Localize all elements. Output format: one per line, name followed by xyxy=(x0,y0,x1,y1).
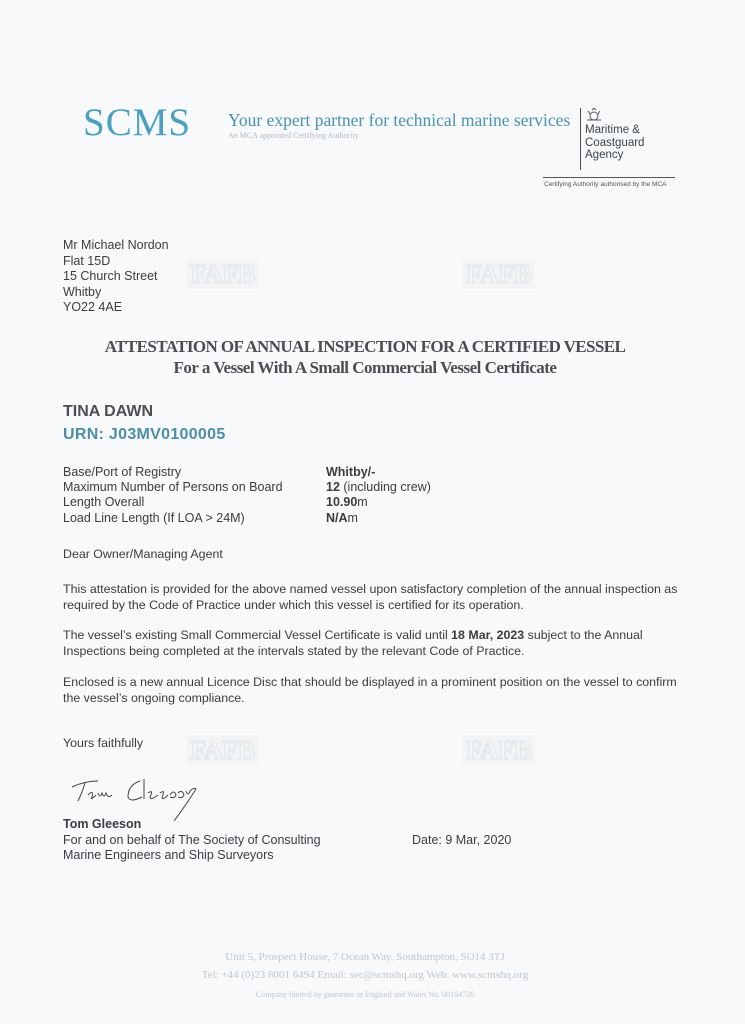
paragraph-validity: The vessel’s existing Small Commercial Vessel Certificate is valid until 18 Mar, 2023 subject to the Annual Inspections being completed at the intervals stated by the relevant Code of Practice. xyxy=(63,628,643,658)
paragraph-attestation: This attestation is provided for the above named vessel upon satisfactory completion of the annual inspection as required by the Code of Practice under which this vessel is certified for its operation. xyxy=(63,582,678,612)
detail-row xyxy=(63,480,431,495)
signatory-org-line: Marine Engineers and Ship Surveyors xyxy=(63,848,274,862)
paragraph-licence-disc: Enclosed is a new annual Licence Disc that should be displayed in a prominent position on the vessel to confirm the vessel’s ongoing compliance. xyxy=(63,675,677,705)
detail-value: Whitby/- xyxy=(326,465,376,479)
closing: Yours faithfully xyxy=(63,736,144,750)
detail-label: Base/Port of Registry xyxy=(63,465,182,479)
validity-date: 18 Mar, 2023 xyxy=(451,628,525,642)
detail-row xyxy=(63,465,431,480)
signatory-block xyxy=(63,817,321,864)
mca-divider xyxy=(543,177,675,178)
royal-crest-icon xyxy=(585,108,644,124)
detail-label: Length Overall xyxy=(63,495,145,510)
mca-logo xyxy=(580,108,644,170)
vessel-urn: URN: J03MV0100005 xyxy=(63,426,226,443)
footer-address: Unit 5, Prospect House, 7 Ocean Way, Southampton, SO14 3TJ xyxy=(225,951,505,963)
signatory-name: Tom Gleeson xyxy=(63,817,142,831)
address-line: Whitby xyxy=(63,284,102,299)
detail-label: Load Line Length (If LOA > 24M) xyxy=(63,510,245,525)
subtagline: An MCA appointed Certifying Authority xyxy=(228,131,359,140)
detail-value: N/Am xyxy=(326,510,358,525)
detail-value: 10.90m xyxy=(326,495,368,510)
watermark: FAFB xyxy=(462,735,535,765)
agency-name-line-3: Agency xyxy=(585,149,624,161)
footer-contact: Tel: +44 (0)23 8001 6494 Email: sec@scmshq.org Web: www.scmshq.org xyxy=(201,969,529,981)
vessel-name: TINA DAWN xyxy=(63,403,154,420)
document-subtitle: For a Vessel With A Small Commercial Vessel Certificate xyxy=(173,358,557,377)
scms-logo: SCMS xyxy=(83,101,192,144)
vessel-details xyxy=(63,465,431,526)
recipient-address xyxy=(63,238,169,316)
detail-row xyxy=(63,495,431,510)
address-line: Mr Michael Nordon xyxy=(63,238,169,252)
address-line: 15 Church Street xyxy=(63,269,158,284)
footer-company: Company limited by guarantee in England and Wales No. 00164726 xyxy=(255,990,475,999)
address-line: YO22 4AE xyxy=(63,300,123,315)
document-date: Date: 9 Mar, 2020 xyxy=(412,833,512,847)
agency-name-line-2: Coastguard xyxy=(585,136,645,149)
detail-row xyxy=(63,511,431,526)
watermark: FAFB xyxy=(186,735,259,765)
agency-caption: Certifying Authority authorised by the MCA xyxy=(544,181,667,188)
watermark: FAFB xyxy=(186,259,259,289)
watermark: FAFB xyxy=(462,259,535,289)
agency-name-line-1: Maritime & xyxy=(585,124,640,136)
detail-label: Maximum Number of Persons on Board xyxy=(63,480,283,495)
tagline: Your expert partner for technical marine services xyxy=(228,110,571,130)
detail-value: 12 (including crew) xyxy=(326,480,431,495)
document-title: ATTESTATION OF ANNUAL INSPECTION FOR A CERTIFIED VESSEL xyxy=(104,337,626,356)
salutation: Dear Owner/Managing Agent xyxy=(63,547,223,561)
address-line: Flat 15D xyxy=(63,253,111,268)
signatory-org-line: For and on behalf of The Society of Consulting xyxy=(63,832,321,847)
